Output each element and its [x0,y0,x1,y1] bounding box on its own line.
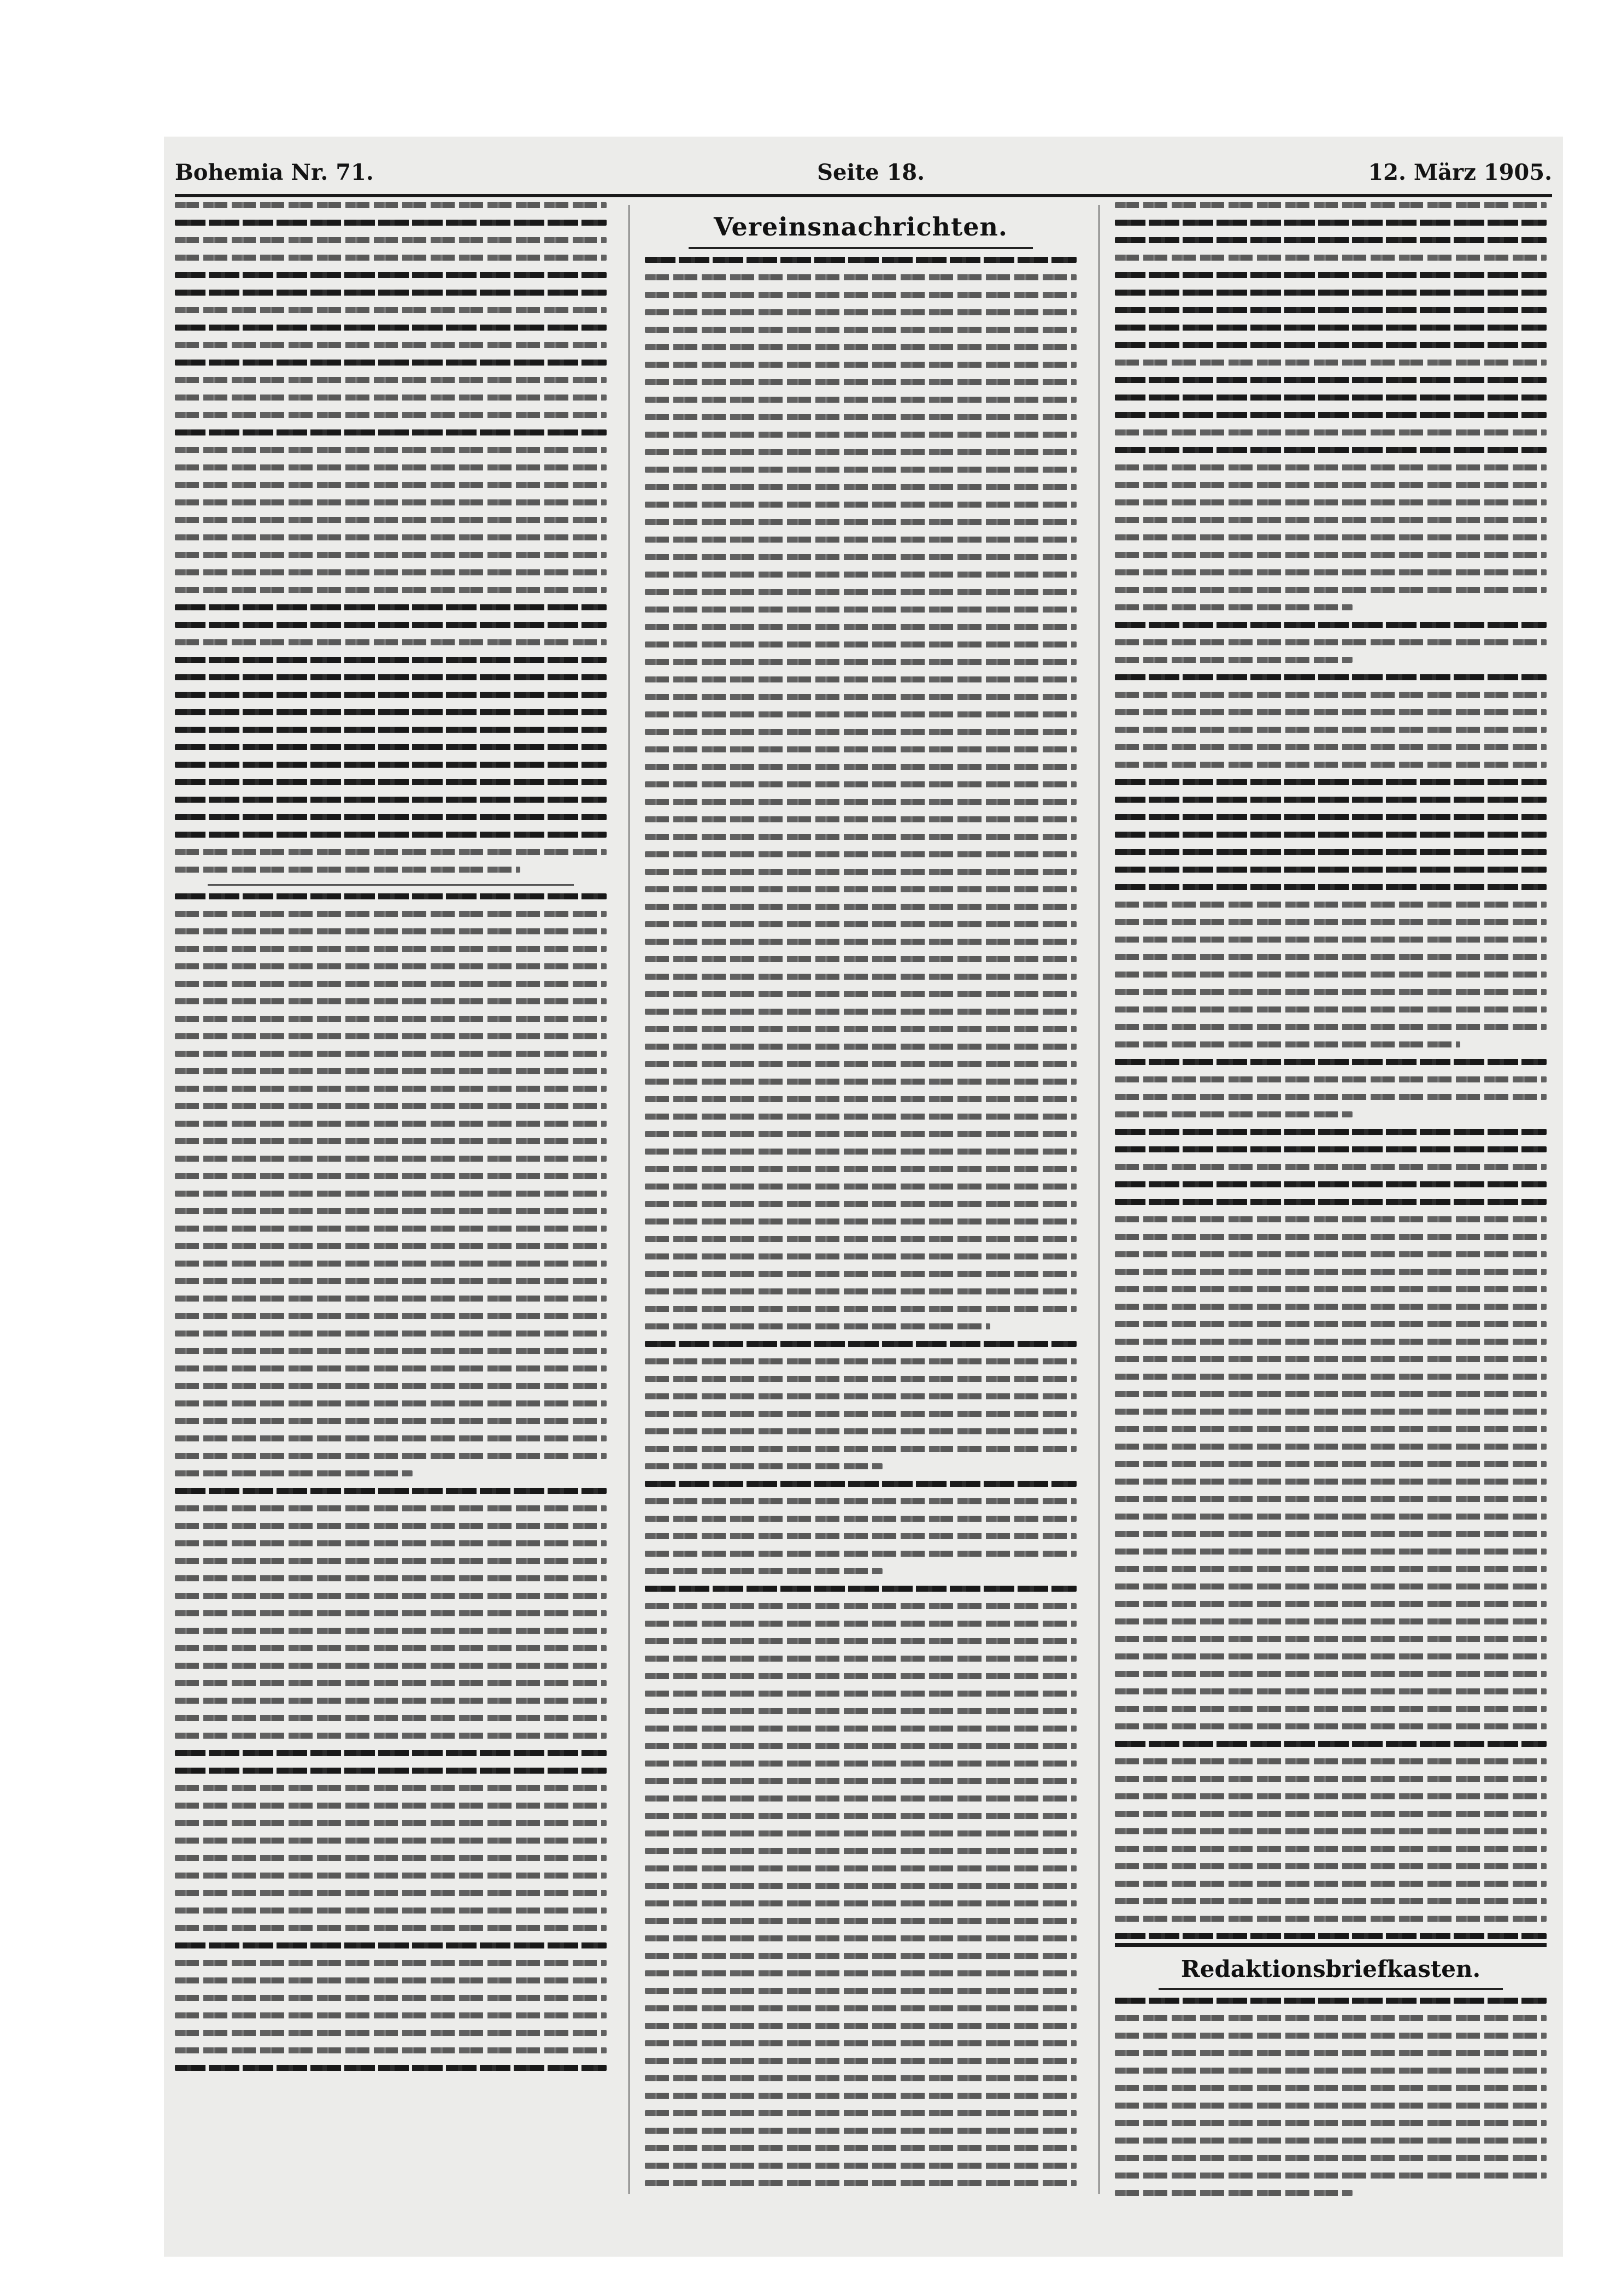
column-divider [628,205,630,2194]
article-body-text [1115,1741,1547,1939]
section-title: Redaktionsbriefkasten. [1180,1956,1481,1982]
article-body-text [645,1586,1077,2197]
section-title: Vereinsnachrichten. [714,212,1008,242]
header-publication-number: Bohemia Nr. 71. [175,159,374,185]
article-body-text [1115,1181,1547,1729]
divider [208,884,574,886]
article-body-text [645,1341,1077,1469]
section-title-rule [1159,1988,1503,1990]
article-body-text [1115,674,1547,873]
article-body-text [645,1481,1077,1574]
column-divider [1098,205,1100,2194]
section-title-rule [689,247,1033,249]
page-header [175,148,1552,197]
header-date: 12. März 1905. [1368,159,1552,185]
article-body-text [1115,622,1547,663]
text-column-3 [1115,202,1547,2197]
text-column-1 [175,202,607,2197]
section-rule [1115,1943,1547,1947]
article-body-text [175,1942,607,2071]
header-page-number: Seite 18. [817,159,925,185]
article-body-text [175,893,607,1476]
article-body-text [1115,884,1547,1047]
article-body-text [1115,1059,1547,1117]
article-body-text [175,202,607,873]
text-column-2 [645,202,1077,2197]
article-body-text [1115,202,1547,610]
article-body-text [175,1750,607,1931]
article-body-text [645,257,1077,1329]
article-body-text [175,1488,607,1739]
article-body-text [1115,1129,1547,1170]
header-rule [175,194,1552,197]
article-body-text [1115,1998,1547,2197]
